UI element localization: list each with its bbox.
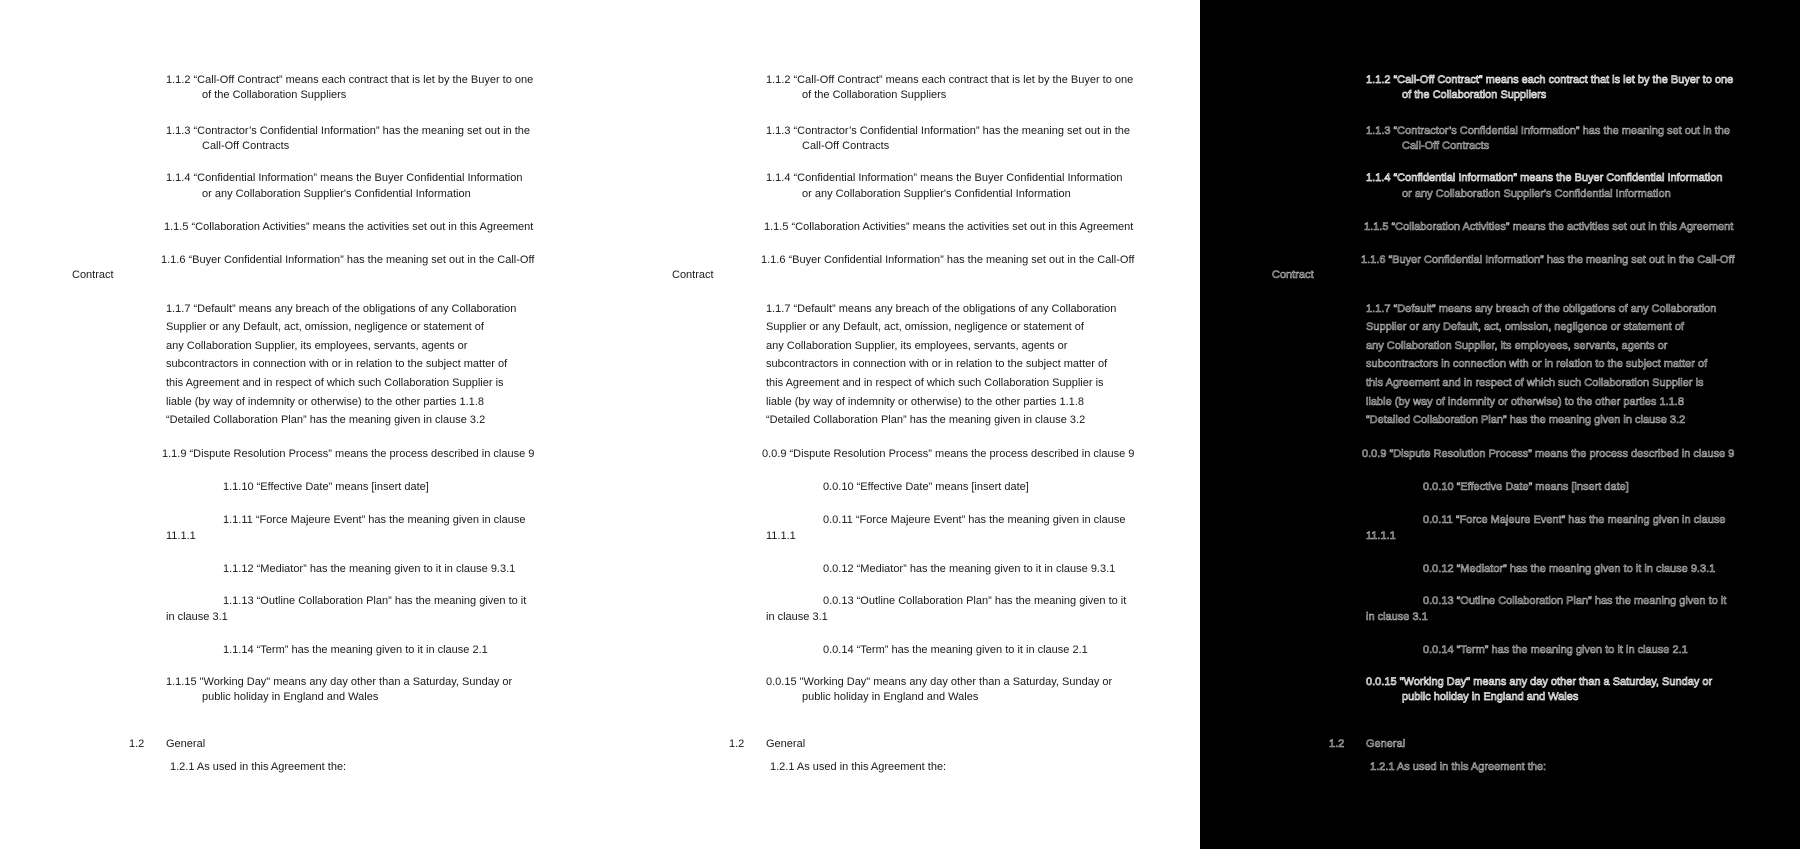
clause-1-1-7-line-2: Supplier or any Default, act, omission, negligence or statement of [166, 321, 484, 333]
clause-1-1-15: 1.1.15 "Working Day" means any day other than a Saturday, Sunday or [166, 676, 513, 688]
clause-1-1-3-cont: Call-Off Contracts [1402, 140, 1490, 152]
clause-0-0-15-cont: public holiday in England and Wales [802, 691, 979, 703]
clause-0-0-10: 0.0.10 “Effective Date” means [insert date] [823, 481, 1029, 493]
clause-1-1-4: 1.1.4 “Confidential Information” means the Buyer Confidential Information [166, 172, 523, 184]
page-text-layer [1200, 0, 1800, 849]
clause-0-0-10: 0.0.10 “Effective Date” means [insert date] [1423, 481, 1629, 493]
clause-1-1-7-line-3: any Collaboration Supplier, its employees, servants, agents or [1366, 340, 1668, 352]
clause-1-1-8: “Detailed Collaboration Plan” has the meaning given in clause 3.2 [1366, 414, 1686, 426]
clause-1-1-9: 1.1.9 “Dispute Resolution Process” means the process described in clause 9 [162, 448, 535, 460]
clause-1-1-3: 1.1.3 “Contractor’s Confidential Information” has the meaning set out in the [766, 125, 1131, 137]
clause-1-1-4-cont: or any Collaboration Supplier's Confidential Information [802, 188, 1071, 200]
clause-1-1-3: 1.1.3 “Contractor’s Confidential Information” has the meaning set out in the [1366, 125, 1731, 137]
clause-1-1-4-cont: or any Collaboration Supplier's Confidential Information [202, 188, 471, 200]
clause-1-2-1: 1.2.1 As used in this Agreement the: [1370, 761, 1547, 773]
clause-0-0-13: 0.0.13 “Outline Collaboration Plan” has the meaning given to it [823, 595, 1127, 607]
clause-1-1-7-line-6: liable (by way of indemnity or otherwise) to the other parties 1.1.8 [166, 396, 484, 408]
clause-1-1-7-line-4: subcontractors in connection with or in relation to the subject matter of [166, 358, 508, 370]
page-text-layer [0, 0, 600, 849]
clause-0-0-13: 0.0.13 “Outline Collaboration Plan” has the meaning given to it [1423, 595, 1727, 607]
section-heading-general: General [766, 738, 806, 750]
clause-1-1-2-cont: of the Collaboration Suppliers [1402, 89, 1547, 101]
clause-1-1-7: 1.1.7 “Default” means any breach of the obligations of any Collaboration [166, 303, 517, 315]
clause-0-0-11: 0.0.11 “Force Majeure Event” has the meaning given in clause [823, 514, 1126, 526]
clause-0-0-11: 0.0.11 “Force Majeure Event” has the meaning given in clause [1423, 514, 1726, 526]
clause-1-1-14: 1.1.14 “Term” has the meaning given to it in clause 2.1 [223, 644, 488, 656]
clause-0-0-12: 0.0.12 “Mediator” has the meaning given to it in clause 9.3.1 [823, 563, 1116, 575]
clause-1-1-7-line-6: liable (by way of indemnity or otherwise) to the other parties 1.1.8 [1366, 396, 1684, 408]
clause-0-0-15: 0.0.15 "Working Day" means any day other than a Saturday, Sunday or [1366, 676, 1713, 688]
clause-1-1-4: 1.1.4 “Confidential Information” means the Buyer Confidential Information [766, 172, 1123, 184]
clause-0-0-14: 0.0.14 “Term” has the meaning given to it in clause 2.1 [823, 644, 1088, 656]
clause-1-1-2: 1.1.2 “Call-Off Contract” means each contract that is let by the Buyer to one [1366, 74, 1734, 86]
clause-1-1-10: 1.1.10 “Effective Date” means [insert date] [223, 481, 429, 493]
clause-1-1-7-line-5: this Agreement and in respect of which such Collaboration Supplier is [1366, 377, 1704, 389]
clause-1-1-7-line-6: liable (by way of indemnity or otherwise) to the other parties 1.1.8 [766, 396, 1084, 408]
clause-1-1-5: 1.1.5 “Collaboration Activities” means the activities set out in this Agreement [1364, 221, 1734, 233]
clause-1-1-7-line-4: subcontractors in connection with or in relation to the subject matter of [1366, 358, 1708, 370]
clause-1-1-8: “Detailed Collaboration Plan” has the meaning given in clause 3.2 [166, 414, 486, 426]
clause-1-1-7-line-2: Supplier or any Default, act, omission, negligence or statement of [766, 321, 1084, 333]
document-page-original [0, 0, 600, 849]
clause-1-1-2-cont: of the Collaboration Suppliers [802, 89, 947, 101]
document-page-revised [600, 0, 1200, 849]
clause-1-1-6: 1.1.6 “Buyer Confidential Information” has the meaning set out in the Call-Off [761, 254, 1135, 266]
clause-1-1-6-cont: Contract [672, 269, 714, 281]
clause-1-1-7: 1.1.7 “Default” means any breach of the obligations of any Collaboration [766, 303, 1117, 315]
section-number-1-2: 1.2 [129, 738, 145, 750]
clause-1-1-7-line-2: Supplier or any Default, act, omission, negligence or statement of [1366, 321, 1684, 333]
clause-1-1-4: 1.1.4 “Confidential Information” means the Buyer Confidential Information [1366, 172, 1723, 184]
section-number-1-2: 1.2 [1329, 738, 1345, 750]
clause-0-0-15-cont: public holiday in England and Wales [1402, 691, 1579, 703]
clause-0-0-11-cont: 11.1.1 [766, 530, 796, 542]
clause-1-1-7-line-3: any Collaboration Supplier, its employees, servants, agents or [766, 340, 1068, 352]
section-heading-general: General [166, 738, 206, 750]
clause-0-0-13-cont: in clause 3.1 [766, 611, 828, 623]
clause-0-0-11-cont: 11.1.1 [1366, 530, 1396, 542]
clause-1-1-5: 1.1.5 “Collaboration Activities” means the activities set out in this Agreement [764, 221, 1134, 233]
clause-1-1-6-cont: Contract [1272, 269, 1314, 281]
clause-1-1-4-cont: or any Collaboration Supplier's Confidential Information [1402, 188, 1671, 200]
clause-1-1-11-cont: 11.1.1 [166, 530, 196, 542]
clause-0-0-13-cont: in clause 3.1 [1366, 611, 1428, 623]
clause-1-1-13: 1.1.13 “Outline Collaboration Plan” has the meaning given to it [223, 595, 527, 607]
clause-1-1-7: 1.1.7 “Default” means any breach of the obligations of any Collaboration [1366, 303, 1717, 315]
clause-1-1-6: 1.1.6 “Buyer Confidential Information” has the meaning set out in the Call-Off [161, 254, 535, 266]
clause-1-1-2: 1.1.2 “Call-Off Contract” means each contract that is let by the Buyer to one [166, 74, 534, 86]
clause-1-1-15-cont: public holiday in England and Wales [202, 691, 379, 703]
section-heading-general: General [1366, 738, 1406, 750]
clause-0-0-9: 0.0.9 “Dispute Resolution Process” means the process described in clause 9 [1362, 448, 1735, 460]
clause-1-1-3-cont: Call-Off Contracts [202, 140, 290, 152]
clause-0-0-15: 0.0.15 "Working Day" means any day other than a Saturday, Sunday or [766, 676, 1113, 688]
clause-1-1-2-cont: of the Collaboration Suppliers [202, 89, 347, 101]
clause-1-2-1: 1.2.1 As used in this Agreement the: [170, 761, 347, 773]
clause-1-1-2: 1.1.2 “Call-Off Contract” means each contract that is let by the Buyer to one [766, 74, 1134, 86]
clause-1-1-13-cont: in clause 3.1 [166, 611, 228, 623]
page-text-layer [600, 0, 1200, 849]
clause-1-1-7-line-3: any Collaboration Supplier, its employees, servants, agents or [166, 340, 468, 352]
clause-1-1-7-line-5: this Agreement and in respect of which such Collaboration Supplier is [766, 377, 1104, 389]
clause-1-1-11: 1.1.11 “Force Majeure Event” has the meaning given in clause [223, 514, 526, 526]
document-page-difference [1200, 0, 1800, 849]
clause-1-1-12: 1.1.12 “Mediator” has the meaning given to it in clause 9.3.1 [223, 563, 516, 575]
clause-1-1-6-cont: Contract [72, 269, 114, 281]
clause-0-0-12: 0.0.12 “Mediator” has the meaning given to it in clause 9.3.1 [1423, 563, 1716, 575]
clause-0-0-14: 0.0.14 “Term” has the meaning given to it in clause 2.1 [1423, 644, 1688, 656]
clause-1-1-6: 1.1.6 “Buyer Confidential Information” has the meaning set out in the Call-Off [1361, 254, 1735, 266]
clause-1-1-7-line-5: this Agreement and in respect of which such Collaboration Supplier is [166, 377, 504, 389]
clause-1-1-3-cont: Call-Off Contracts [802, 140, 890, 152]
clause-1-1-5: 1.1.5 “Collaboration Activities” means the activities set out in this Agreement [164, 221, 534, 233]
clause-1-1-3: 1.1.3 “Contractor’s Confidential Information” has the meaning set out in the [166, 125, 531, 137]
clause-0-0-9: 0.0.9 “Dispute Resolution Process” means the process described in clause 9 [762, 448, 1135, 460]
clause-1-1-8: “Detailed Collaboration Plan” has the meaning given in clause 3.2 [766, 414, 1086, 426]
clause-1-2-1: 1.2.1 As used in this Agreement the: [770, 761, 947, 773]
clause-1-1-7-line-4: subcontractors in connection with or in relation to the subject matter of [766, 358, 1108, 370]
section-number-1-2: 1.2 [729, 738, 745, 750]
